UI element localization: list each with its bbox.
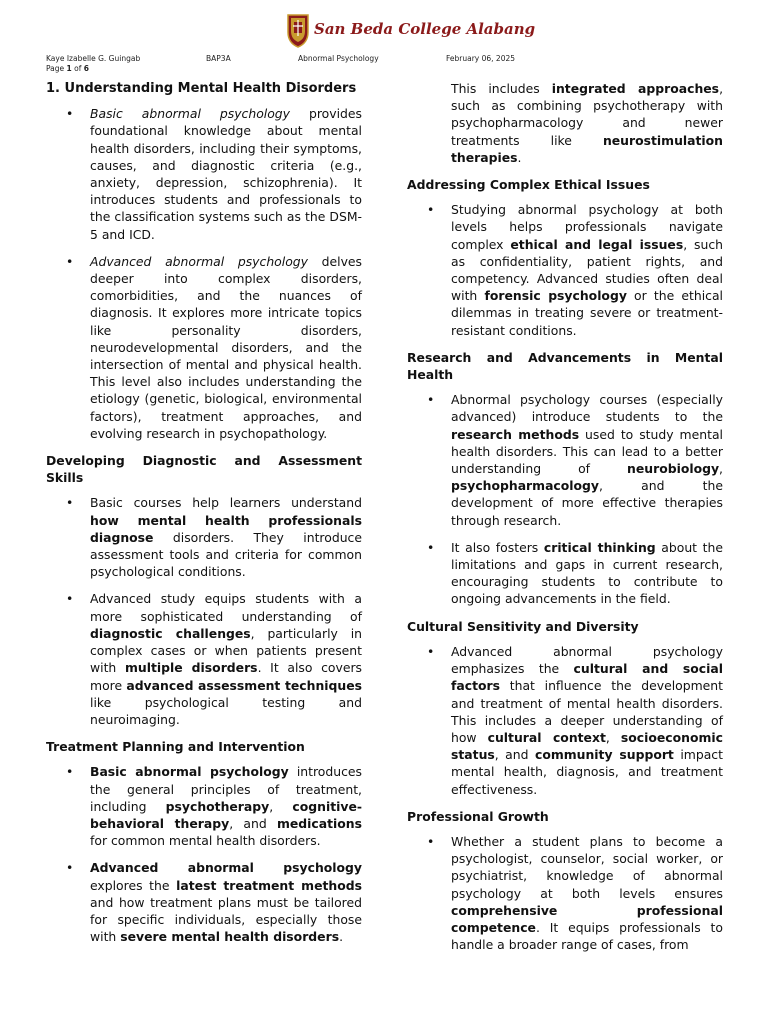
- bold-term: cultural context: [487, 729, 606, 745]
- section-heading: Treatment Planning and Intervention: [46, 739, 305, 755]
- left-column: [46, 80, 362, 955]
- section-heading: Developing Diagnostic and Assessment Skills: [46, 453, 362, 486]
- bullet-list: [407, 201, 723, 339]
- bold-term: cultural and social factors: [451, 661, 723, 694]
- bold-term: latest treatment methods: [176, 877, 362, 893]
- list-item: • Advanced study equips students with a more sophisticated understanding of diagnostic challenges, particularly in complex cases or when patients present with multiple disorders. It also covers more advanced assessment techniques like psychological testing and neuroimaging.: [46, 590, 362, 728]
- list-item: • Advanced abnormal psychology explores the latest treatment methods and how treatment plans must be tailored for specific individuals, especially those with severe mental health disorders.: [46, 859, 362, 945]
- bold-term: critical thinking: [543, 539, 656, 555]
- bold-term: diagnostic challenges: [90, 625, 251, 641]
- bullet-list: [46, 763, 362, 945]
- bullet-list: [407, 391, 723, 607]
- bold-term: research methods: [451, 426, 580, 442]
- section-heading: Research and Advancements in Mental Health: [407, 349, 723, 383]
- document-date: February 06, 2025: [446, 54, 516, 63]
- bold-term: community support: [534, 747, 674, 763]
- section-heading: Cultural Sensitivity and Diversity: [407, 618, 639, 634]
- bold-term: neurobiology: [627, 461, 720, 477]
- author-name: Kaye Izabelle G. Guingab: [46, 54, 141, 63]
- document-header: [0, 12, 768, 52]
- right-column: [407, 80, 723, 963]
- section-heading: Addressing Complex Ethical Issues: [407, 177, 650, 193]
- bold-term: comprehensive professional competence: [451, 902, 723, 935]
- bold-term: multiple disorders: [124, 660, 258, 676]
- bold-term: Basic abnormal psychology: [90, 764, 289, 780]
- bullet-list: [407, 643, 723, 798]
- bullet-list: [46, 494, 362, 728]
- college-seal-icon: [286, 12, 310, 48]
- bold-term: severe mental health disorders: [120, 929, 340, 945]
- bold-term: psychopharmacology: [451, 478, 599, 494]
- list-item: • Abnormal psychology courses (especially advanced) introduce students to the research methods used to study mental health disorders. This can lead to a better understanding of neurobiology, psychopharmacology, and the development of more effective therapies through research.: [407, 391, 723, 529]
- list-item: • Whether a student plans to become a psychologist, counselor, social worker, or psychiatrist, knowledge of abnormal psychology at both levels ensures comprehensive professional competence. It equips professionals to handle a broader range of cases, from: [407, 833, 723, 953]
- list-item: • Basic courses help learners understand how mental health professionals diagnose disorders. They introduce assessment tools and criteria for common psychological conditions.: [46, 494, 362, 580]
- bullet-list: [407, 833, 723, 953]
- bold-term: how mental health professionals diagnose: [90, 512, 362, 545]
- bold-term: socioeconomic status: [451, 729, 723, 763]
- section-heading: Professional Growth: [407, 808, 549, 824]
- list-item: • Basic abnormal psychology provides foundational knowledge about mental health disorders, including their symptoms, causes, and diagnostic criteria (e.g., anxiety, depression, schizophrenia). It introduces students and professionals to the classification systems such as the DSM-5 and ICD.: [46, 105, 362, 243]
- bold-term: Advanced abnormal psychology: [90, 860, 362, 876]
- bold-term: medications: [276, 815, 362, 831]
- bold-term: psychotherapy: [165, 798, 270, 814]
- subject-name: Abnormal Psychology: [298, 54, 379, 63]
- list-item: • Basic abnormal psychology introduces the general principles of treatment, including psychotherapy, cognitive-behavioral therapy, and medications for common mental health disorders.: [46, 763, 362, 849]
- page-indicator: Page 1 of 6: [46, 64, 89, 73]
- bold-term: integrated approaches: [551, 81, 720, 96]
- college-name: San Beda College Alabang: [314, 20, 536, 38]
- list-item: • It also fosters critical thinking about the limitations and gaps in current research, encouraging students to contribute to ongoing advancements in the field.: [407, 539, 723, 608]
- bold-term: neurostimulation therapies: [451, 132, 723, 165]
- italic-term: Basic abnormal psychology: [90, 106, 290, 122]
- italic-term: Advanced abnormal psychology: [90, 253, 308, 269]
- continued-paragraph: This includes integrated approaches, such as combining psychotherapy with psychopharmacology and newer treatments like neurostimulation therapies.: [451, 81, 724, 165]
- list-item: • Advanced abnormal psychology delves deeper into complex disorders, comorbidities, and the nuances of diagnosis. It explores more intricate topics like personality disorders, neurodevelopmental disorders, and the intersection of mental and physical health. This level also includes understanding the etiology (genetic, biological, environmental factors), treatment approaches, and evolving research in psychopathology.: [46, 253, 362, 442]
- list-item: • Studying abnormal psychology at both levels helps professionals navigate complex ethical and legal issues, such as confidentiality, patient rights, and competency. Advanced studies often deal with forensic psychology or the ethical dilemmas in treating severe or treatment-resistant conditions.: [407, 201, 723, 339]
- bold-term: cognitive-behavioral therapy: [90, 798, 362, 831]
- bold-term: forensic psychology: [484, 288, 627, 304]
- bold-term: advanced assessment techniques: [126, 677, 362, 693]
- bold-term: ethical and legal issues: [510, 236, 684, 252]
- bullet-list: [46, 105, 362, 442]
- section-code: BAP3A: [206, 54, 231, 63]
- list-item: • Advanced abnormal psychology emphasizes the cultural and social factors that influence the development and treatment of mental health disorders. This includes a deeper understanding of how cultural context, socioeconomic status, and community support impact mental health, diagnosis, and treatment effectiveness.: [407, 643, 723, 798]
- section-heading: 1. Understanding Mental Health Disorders: [46, 81, 357, 96]
